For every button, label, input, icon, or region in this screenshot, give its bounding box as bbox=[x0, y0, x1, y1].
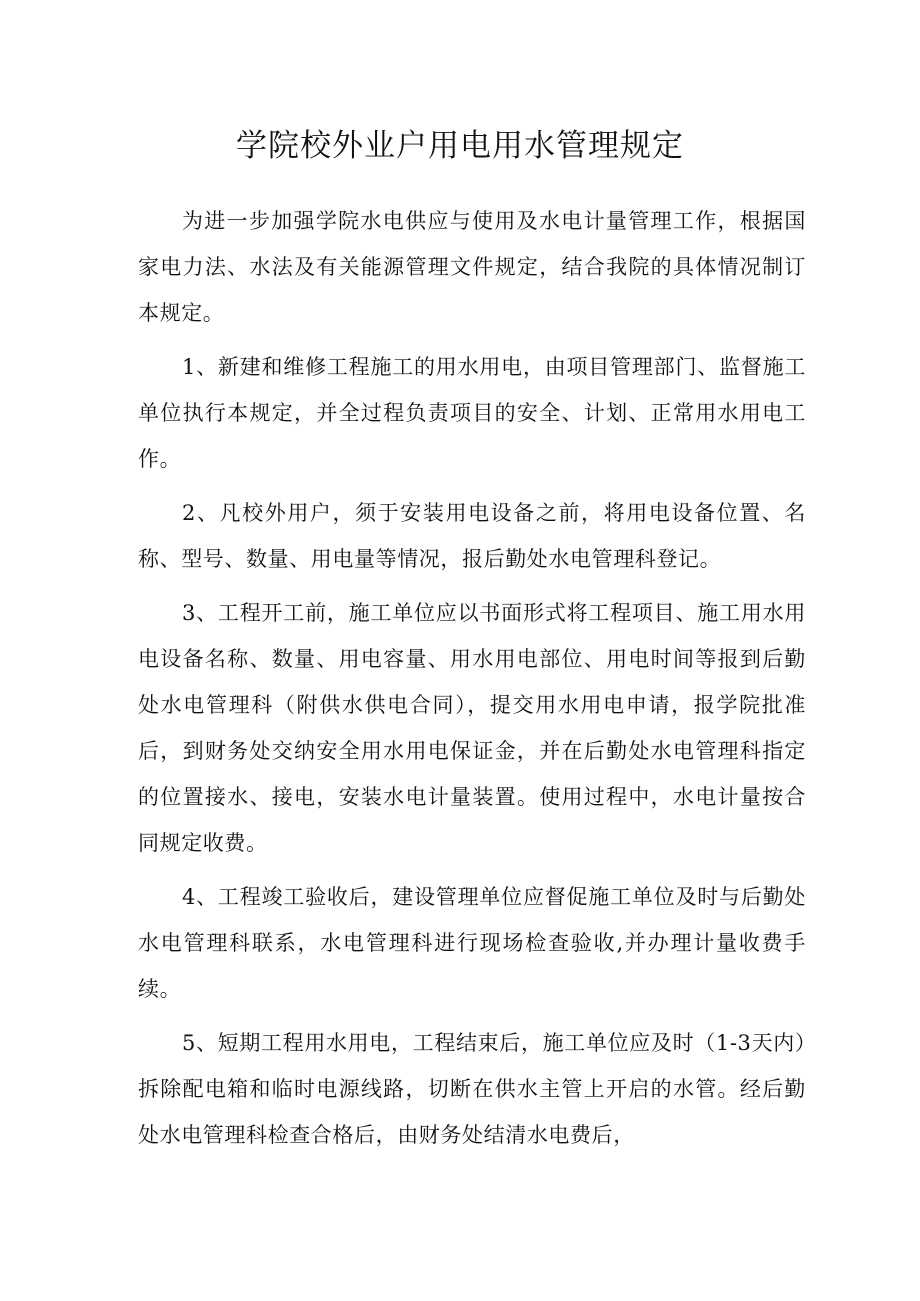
clause-4-paragraph: 4、工程竣工验收后，建设管理单位应督促施工单位及时与后勤处水电管理科联系，水电管理科进行现场检查验收,并办理计量收费手续。 bbox=[138, 885, 806, 1001]
intro-paragraph: 为进一步加强学院水电供应与使用及水电计量管理工作，根据国家电力法、水法及有关能源管理文件规定，结合我院的具体情况制订本规定。 bbox=[138, 209, 806, 325]
clause-3-paragraph: 3、工程开工前，施工单位应以书面形式将工程项目、施工用水用电设备名称、数量、用电容量、用水用电部位、用电时间等报到后勤处水电管理科（附供水供电合同），提交用水用电申请，报学院批准后，到财务处交纳安全用水用电保证金，并在后勤处水电管理科指定的位置接水、接电，安装水电计量装置。使用过程中，水电计量按合同规定收费。 bbox=[138, 601, 806, 855]
document-title: 学院校外业户用电用水管理规定 bbox=[236, 128, 684, 164]
document-body bbox=[138, 198, 806, 1166]
clause-2-paragraph: 2、凡校外用户，须于安装用电设备之前，将用电设备位置、名称、型号、数量、用电量等情况，报后勤处水电管理科登记。 bbox=[138, 501, 806, 571]
clause-1-paragraph: 1、新建和维修工程施工的用水用电，由项目管理部门、监督施工单位执行本规定，并全过程负责项目的安全、计划、正常用水用电工作。 bbox=[138, 355, 806, 471]
clause-5-paragraph: 5、短期工程用水用电，工程结束后，施工单位应及时（1-3天内）拆除配电箱和临时电源线路，切断在供水主管上开启的水管。经后勤处水电管理科检查合格后，由财务处结清水电费后， bbox=[138, 1031, 806, 1147]
